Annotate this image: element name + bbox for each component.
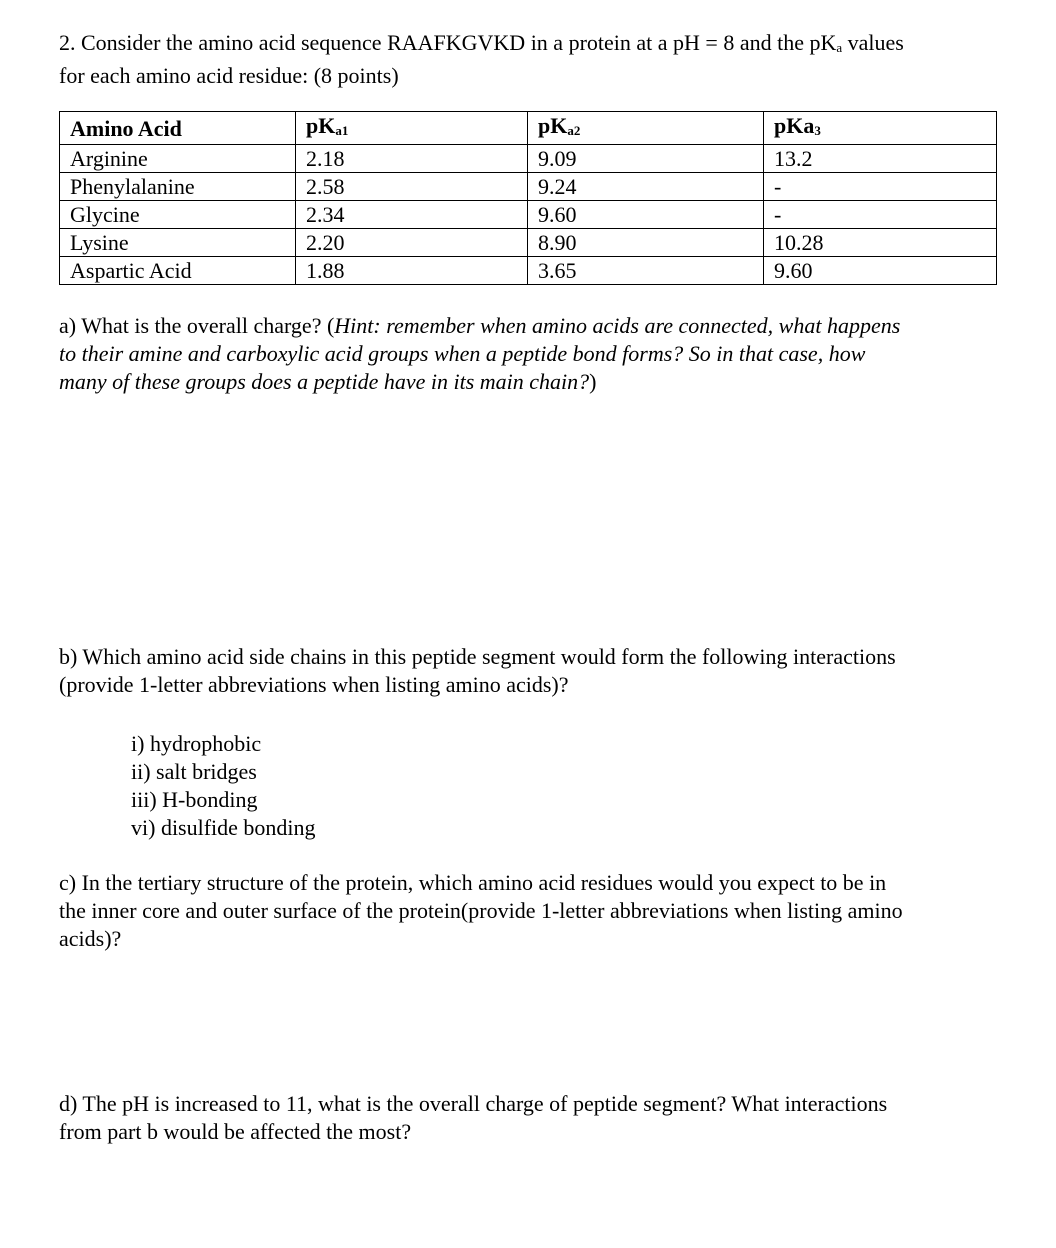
cell-pka2: 3.65 <box>528 257 764 285</box>
part-d-question <box>59 1090 999 1146</box>
interaction-list <box>131 730 316 842</box>
cell-pka2: 9.24 <box>528 173 764 201</box>
list-item: vi) disulfide bonding <box>131 815 316 840</box>
cell-pka3: - <box>764 173 997 201</box>
cell-pka1: 1.88 <box>296 257 528 285</box>
cell-pka2: 8.90 <box>528 229 764 257</box>
cell-amino-acid: Arginine <box>60 145 296 173</box>
pka-table <box>59 111 997 285</box>
cell-amino-acid: Phenylalanine <box>60 173 296 201</box>
table-row <box>60 229 997 257</box>
part-c-line2: the inner core and outer surface of the protein(provide 1-letter abbreviations when listing amino <box>59 898 903 923</box>
question-intro <box>59 29 999 90</box>
cell-pka3: - <box>764 201 997 229</box>
cell-amino-acid: Lysine <box>60 229 296 257</box>
part-a-line3: many of these groups does a peptide have in its main chain?) <box>59 369 597 394</box>
table-row <box>60 257 997 285</box>
list-item: ii) salt bridges <box>131 759 257 784</box>
table-row <box>60 145 997 173</box>
part-c-line1: c) In the tertiary structure of the protein, which amino acid residues would you expect to be in <box>59 870 887 895</box>
part-b-question <box>59 643 999 699</box>
list-item: iii) H-bonding <box>131 787 258 812</box>
cell-pka1: 2.18 <box>296 145 528 173</box>
header-amino-acid: Amino Acid <box>60 112 296 145</box>
question-intro-line2: for each amino acid residue: (8 points) <box>59 63 399 88</box>
cell-pka3: 10.28 <box>764 229 997 257</box>
table-row <box>60 201 997 229</box>
cell-pka1: 2.58 <box>296 173 528 201</box>
part-c-question <box>59 869 999 953</box>
part-d-line1: d) The pH is increased to 11, what is the overall charge of peptide segment? What interactions <box>59 1091 888 1116</box>
table-row <box>60 173 997 201</box>
cell-pka2: 9.60 <box>528 201 764 229</box>
part-a-question <box>59 312 999 396</box>
table-header-row <box>60 112 997 145</box>
cell-pka3: 13.2 <box>764 145 997 173</box>
header-pka3: pKa3 <box>764 112 997 145</box>
cell-pka1: 2.34 <box>296 201 528 229</box>
header-pka2: pKa2 <box>528 112 764 145</box>
part-a-line2: to their amine and carboxylic acid groups when a peptide bond forms? So in that case, how <box>59 341 866 366</box>
cell-pka3: 9.60 <box>764 257 997 285</box>
cell-amino-acid: Aspartic Acid <box>60 257 296 285</box>
part-a-line1: a) What is the overall charge? (Hint: remember when amino acids are connected, what happens <box>59 313 901 338</box>
cell-amino-acid: Glycine <box>60 201 296 229</box>
list-item: i) hydrophobic <box>131 731 262 756</box>
part-b-line2: (provide 1-letter abbreviations when listing amino acids)? <box>59 672 569 697</box>
question-intro-line1: 2. Consider the amino acid sequence RAAFKGVKD in a protein at a pH = 8 and the pKa values <box>59 30 904 55</box>
part-c-line3: acids)? <box>59 926 122 951</box>
cell-pka2: 9.09 <box>528 145 764 173</box>
cell-pka1: 2.20 <box>296 229 528 257</box>
part-d-line2: from part b would be affected the most? <box>59 1119 412 1144</box>
header-pka1: pKa1 <box>296 112 528 145</box>
part-b-line1: b) Which amino acid side chains in this peptide segment would form the following interactions <box>59 644 896 669</box>
